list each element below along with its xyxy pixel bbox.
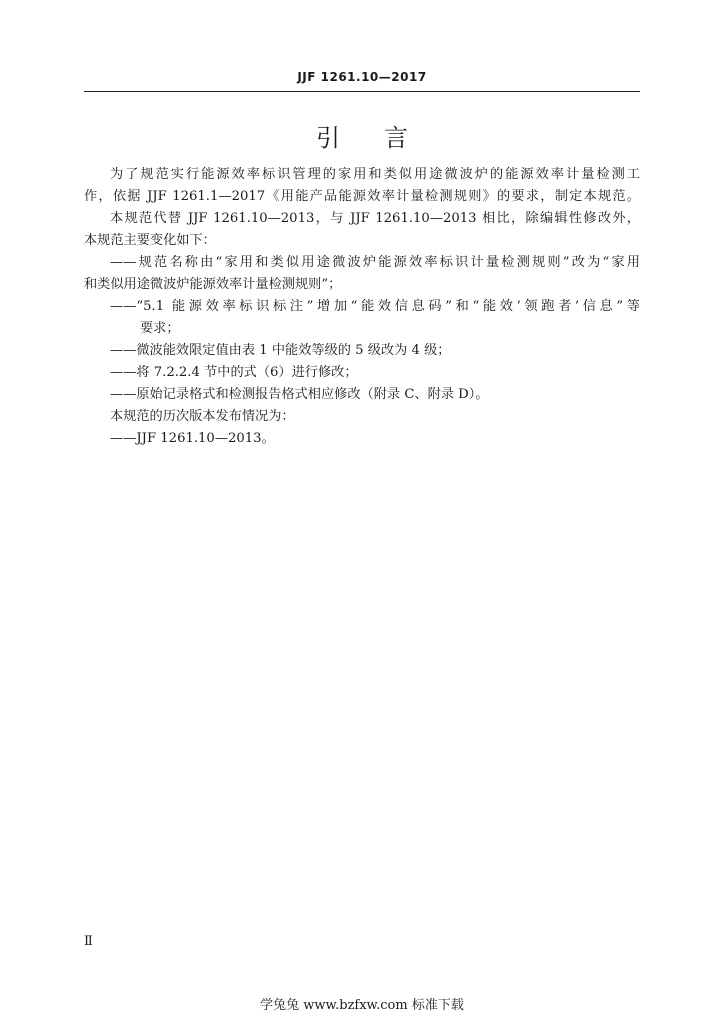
header-divider: [84, 91, 640, 92]
paragraph-line: 本规范主要变化如下：: [84, 233, 216, 248]
paragraph-line: 本规范的历次版本发布情况为：: [110, 409, 295, 424]
list-item-line: ——规范名称由“家用和类似用途微波炉能源效率标识计量检测规则”改为“家用: [110, 255, 640, 270]
list-item-line: ——JJF 1261.10—2013。: [110, 431, 275, 446]
paragraph-line: 本规范代替 JJF 1261.10—2013，与 JJF 1261.10—2013 相比，除编辑性修改外，: [110, 211, 640, 226]
list-item-line: 要求；: [140, 321, 180, 336]
list-item-line: ——将 7.2.2.4 节中的式（6）进行修改；: [110, 365, 358, 380]
list-item-line: ——微波能效限定值由表 1 中能效等级的 5 级改为 4 级；: [110, 343, 451, 358]
section-title: 引言: [316, 124, 452, 152]
paragraph-line: 为了规范实行能源效率标识管理的家用和类似用途微波炉的能源效率计量检测工: [110, 167, 640, 182]
list-item-line: ——“5.1 能源效率标识标注”增加“能效信息码”和“能效‘领跑者’信息”等: [110, 299, 640, 314]
standard-code-header: JJF 1261.10—2017: [297, 70, 427, 84]
page-number: Ⅱ: [84, 934, 93, 949]
footer-watermark: 学兔兔 www.bzfxw.com 标准下载: [260, 998, 464, 1013]
body-text: [84, 164, 640, 450]
list-item-line: 和类似用途微波炉能源效率计量检测规则”；: [84, 277, 342, 292]
list-item-line: ——原始记录格式和检测报告格式相应修改（附录 C、附录 D）。: [110, 387, 489, 402]
paragraph-line: 作，依据 JJF 1261.1—2017《用能产品能源效率计量检测规则》的要求，制定本规范。: [84, 189, 640, 204]
